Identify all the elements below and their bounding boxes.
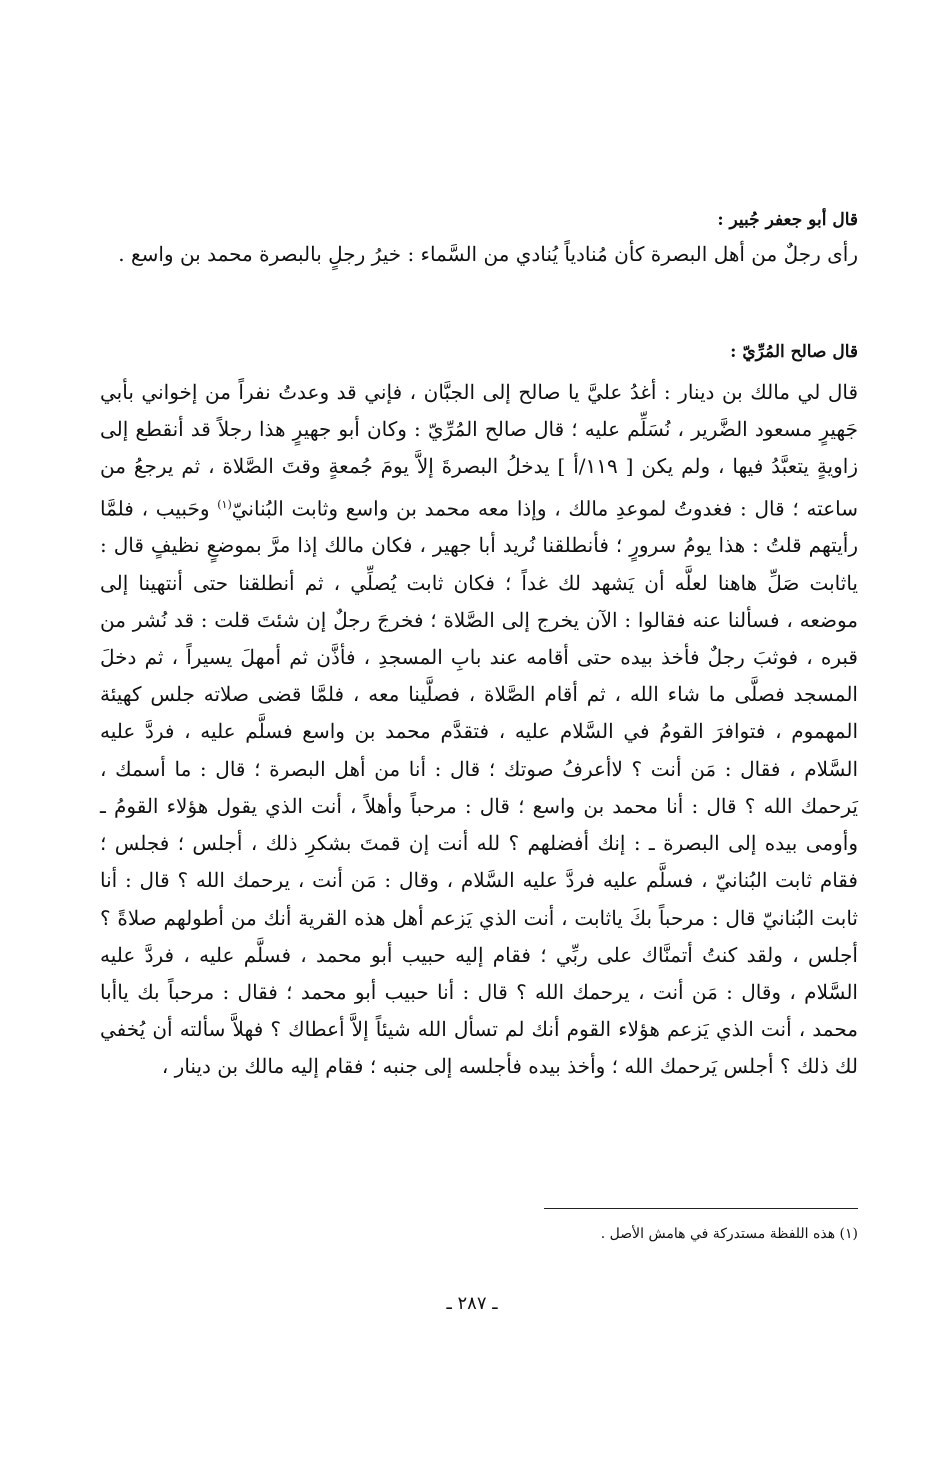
paragraph-malik-story <box>100 374 858 1086</box>
paragraph-basra-dream: رأى رجلٌ من أهل البصرة كأن مُنادياً يُنادي من السَّماء : خيرُ رجلٍ بالبصرة محمد بن واسع . <box>118 242 858 266</box>
footnote-divider <box>544 1208 858 1209</box>
paragraph-text-part-1: قال لي مالك بن دينار : أغدُ عليَّ يا صالح إلى الجبَّان ، فإني قد وعدتُ نفراً من إخواني بأبي جَهيرٍ مسعود الضَّرير ، نُسَلِّم عليه ؛ قال صالح المُرِّيّ : وكان أبو جهيرٍ هذا رجلاً قد أنقطع إلى زاويةٍ يتعبَّدُ فيها ، ولم يكن [ ١١٩/أ ] يدخلُ البصرةَ إلاَّ يومَ جُمعةٍ وقتَ الصَّلاة ، ثم يرجعُ من ساعته ؛ قال : فغدوتُ لموعدِ مالك ، وإذا معه محمد بن واسع وثابت البُنانيّ <box>100 380 859 521</box>
page-number: ـ ٢٨٧ ـ <box>446 1293 498 1314</box>
paragraph-text-part-2: وحَبيب ، فلمَّا رأيتهم قلتُ : هذا يومُ سرورٍ ؛ فأنطلقنا نُريد أبا جهير ، فكان مالك إذا مرَّ بموضعٍ نظيفٍ قال : ياثابت صَلِّ هاهنا لعلَّه أن يَشهد لك غداً ؛ فكان ثابت يُصلِّي ، ثم أنطلقنا حتى أنتهينا إلى موضعه ، فسألنا عنه فقالوا : الآن يخرج إلى الصَّلاة ؛ فخرجَ رجلٌ إن شئتَ قلت : قد نُشر من قبره ، فوثبَ رجلٌ فأخذ بيده حتى أقامه عند بابِ المسجدِ ، فأذَّن ثم أمهلَ يسيراً ، ثم دخلَ المسجد فصلَّى ما شاء الله ، ثم أقام الصَّلاة ، فصلَّينا معه ، فلمَّا قضى صلاته جلس كهيئة المهموم ، فتوافرَ القومُ في السَّلام عليه ، فتقدَّم محمد بن واسع فسلَّم عليه ، فردَّ عليه السَّلام ، فقال : مَن أنت ؟ لاأعرفُ صوتك ؛ قال : أنا من أهل البصرة ؛ قال : ما أسمك ، يَرحمك الله ؟ قال : أنا محمد بن واسع ؛ قال : مرحباً وأهلاً ، أنت الذي يقول هؤلاء القومُ ـ وأومى بيده إلى البصرة ـ : إنك أفضلهم ؟ لله أنت إن قمتَ بشكرِ ذلك ، أجلس ؛ فجلس ؛ فقام ثابت البُنانيّ ، فسلَّم عليه فردَّ عليه السَّلام ، وقال : مَن أنت ، يرحمك الله ؟ قال : أنا ثابت البُنانيّ قال : مرحباً بكَ ياثابت ، أنت الذي يَزعم أهل هذه القرية أنك من أطولهم صلاةً ؟ أجلس ، ولقد كنتُ أتمنَّاك على ربِّي ؛ فقام إليه حبيب أبو محمد ، فسلَّم عليه ، فردَّ عليه السَّلام ، وقال : مَن أنت ، يرحمك الله ؟ قال : أنا حبيب أبو محمد ؛ فقال : مرحباً بك ياأبا محمد ، أنت الذي يَزعم هؤلاء القوم أنك لم تسأل الله شيئاً إلاَّ أعطاك ؟ فهلاَّ سألته أن يُخفي لك ذلك ؟ أجلس يَرحمك الله ؛ وأخذ بيده فأجلسه إلى جنبه ؛ فقام إليه مالك بن دينار ، <box>100 496 858 1079</box>
section-heading-abu-jafar: قال أبو جعفر جُبير : <box>717 210 858 230</box>
footnote: (١) هذه اللفظة مستدركة في هامش الأصل . <box>600 1226 858 1242</box>
footnote-marker: (١) <box>217 497 232 511</box>
section-heading-salih: قال صالح المُرِّيّ : <box>730 342 858 362</box>
